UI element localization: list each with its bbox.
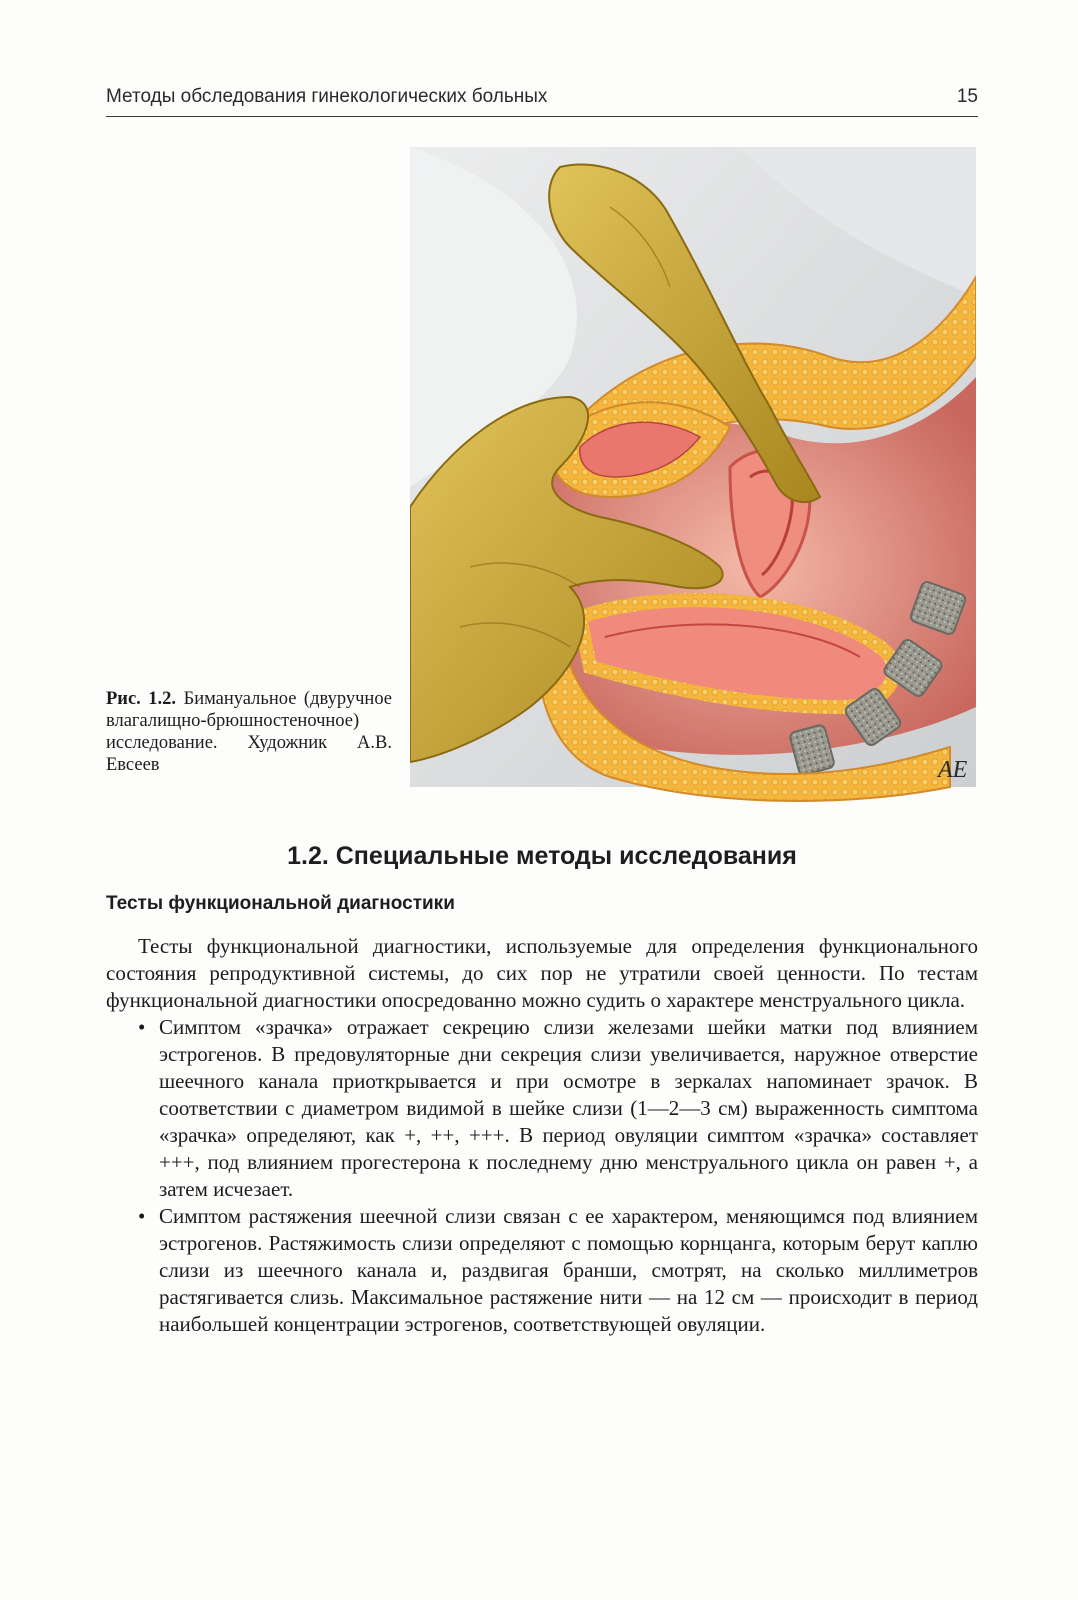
caption-text: Бимануальное (двуручное влагалищно-брюшностеночное) исследование. Художник А.В. Евсеев [106, 689, 393, 775]
artist-signature: AE [938, 757, 968, 783]
bullet-list [106, 1014, 978, 1338]
page-number: 15 [956, 86, 978, 107]
caption-label: Рис. 1.2. [106, 689, 177, 709]
bullet-marker: • [138, 1204, 146, 1228]
list-item [106, 1203, 978, 1338]
intro-paragraph: Тесты функциональной диагностики, используемые для определения функционального состояния репродуктивной системы, до сих пор не утратили своей ценности. По тестам функциональной диагностики опосредованно можно судить о характере менструального цикла. [106, 934, 978, 1012]
anatomical-illustration [410, 147, 976, 807]
running-header [106, 86, 978, 117]
list-item-text: Симптом «зрачка» отражает секрецию слизи железами шейки матки под влиянием эстрогенов. В предовуляторные дни секреция слизи увеличивается, наружное отверстие шеечного канала приоткрывается и при осмотре в зеркалах напоминает зрачок. В соответствии с диаметром видимой в шейке слизи (1—2—3 см) выраженность симптома «зрачка» определяют, как +, ++, +++. В период овуляции симптом «зрачка» составляет +++, под влиянием прогестерона к последнему дню менструального цикла он равен +, а затем исчезает. [159, 1015, 978, 1201]
bullet-marker: • [138, 1015, 146, 1039]
list-item-text: Симптом растяжения шеечной слизи связан с ее характером, меняющимся под влиянием эстрогенов. Растяжимость слизи определяют с помощью корнцанга, которым берут каплю слизи из шеечного канала и, раздвигая бранши, смотрят, на сколько миллиметров растягивается слизь. Максимальное растяжение нити — на 12 см — происходит в период наибольшей концентрации эстрогенов, соответствующей овуляции. [159, 1204, 978, 1336]
figure-caption [106, 688, 392, 776]
section-title: 1.2. Специальные методы исследования [287, 842, 797, 870]
list-item [106, 1014, 978, 1203]
subsection-title: Тесты функциональной диагностики [106, 893, 455, 914]
body-text [106, 933, 978, 1338]
header-title: Методы обследования гинекологических больных [106, 86, 548, 107]
